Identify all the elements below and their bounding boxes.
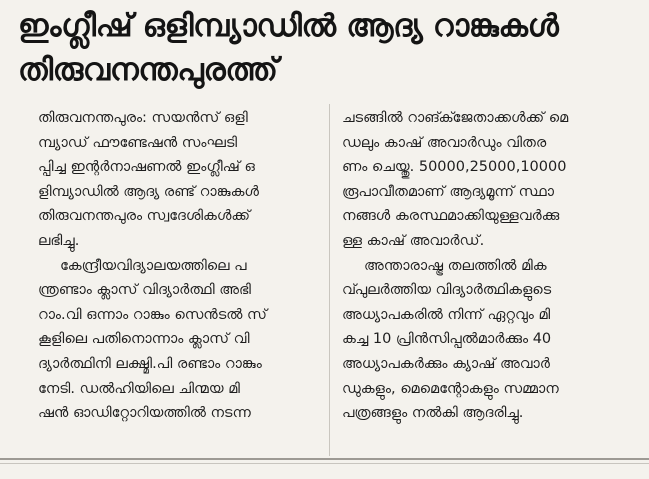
text-line: അധ്യാപകരിൽ നിന്ന് ഏറ്റവും മി xyxy=(342,306,551,323)
text-line: പ്പിച്ച ഇന്റർനാഷണൽ ഇംഗ്ലീഷ് ഒ xyxy=(38,159,255,176)
headline-line-1: ഇംഗ്ലീഷ് ഒളിമ്പ്യാഡിൽ ആദ്യ റാങ്കുകൾ xyxy=(18,8,559,44)
text-line: പത്രങ്ങളും നൽകി ആദരിച്ചു. xyxy=(342,405,524,422)
text-line: കച്ച 10 പ്രിൻസിപ്പൽമാർക്കും 40 xyxy=(342,331,552,348)
text-line: ഡുകളും, മെമെന്റോകളും സമ്മാന xyxy=(342,380,559,397)
text-line: ചടങ്ങിൽ റാങ്ക്ജേതാക്കൾക്ക് മെ xyxy=(342,110,569,126)
article-headline xyxy=(18,4,638,92)
text-line: ന്ത്രണ്ടാം ക്ലാസ് വിദ്യാർത്ഥി അഭി xyxy=(38,282,251,299)
bottom-border-thin xyxy=(0,463,649,464)
paragraph xyxy=(38,254,320,426)
text-line: തിരുവനന്തപുരം: സയൻസ് ഒളി xyxy=(38,110,248,126)
column-divider xyxy=(329,104,330,456)
text-line: കേന്ദ്രീയവിദ്യാലയത്തിലെ പ xyxy=(60,257,247,274)
article-column-left xyxy=(38,106,320,426)
text-line: അധ്യാപകർക്കും ക്യാഷ് അവാർ xyxy=(342,355,550,372)
text-line: ദ്യാർത്ഥിനി ലക്ഷ്മി.പി രണ്ടാം റാങ്കും xyxy=(38,355,262,372)
text-line: ഷൻ ഓഡിറ്റോറിയത്തിൽ നടന്ന xyxy=(38,405,251,422)
text-line: ളിമ്പ്യാഡിൽ ആദ്യ രണ്ട് റാങ്കുകൾ xyxy=(38,183,259,200)
headline-line-2: തിരുവനന്തപുരത്ത് xyxy=(18,52,278,88)
text-line: നങ്ങൾ കരസ്ഥമാക്കിയുള്ളവർക്കു xyxy=(342,208,560,225)
text-line: കൂളിലെ പതിനൊന്നാം ക്ലാസ് വി xyxy=(38,331,250,348)
bottom-border xyxy=(0,458,649,460)
text-line: നേടി. ഡൽഹിയിലെ ചിന്മയ മി xyxy=(38,380,240,397)
text-line: ണം ചെയ്തു. 50000,25000,10000 xyxy=(342,159,567,176)
text-line: റാം.വി ഒന്നാം റാങ്കും സെൻടൽ സ് xyxy=(38,306,267,323)
text-line: ള്ള കാഷ് അവാർഡ്. xyxy=(342,232,485,249)
text-line: വ്പുലർത്തിയ വിദ്യാർത്ഥികളുടെ xyxy=(342,282,552,299)
paragraph xyxy=(38,106,320,254)
paragraph xyxy=(342,254,632,426)
text-line: തിരുവനന്തപുരം സ്വദേശികൾക്ക് xyxy=(38,208,251,225)
text-line: രൂപാവീതമാണ് ആദ്യമൂന്ന് സ്ഥാ xyxy=(342,183,554,200)
article-column-right xyxy=(342,106,632,426)
text-line: അന്താരാഷ്ട്ര തലത്തിൽ മിക xyxy=(364,257,547,274)
text-line: ലഭിച്ചു. xyxy=(38,232,80,249)
text-line: മ്പ്യാഡ് ഫൗണ്ടേഷൻ സംഘടി xyxy=(38,134,237,151)
paragraph xyxy=(342,106,632,254)
text-line: ഡലും കാഷ് അവാർഡും വിതര xyxy=(342,134,547,151)
